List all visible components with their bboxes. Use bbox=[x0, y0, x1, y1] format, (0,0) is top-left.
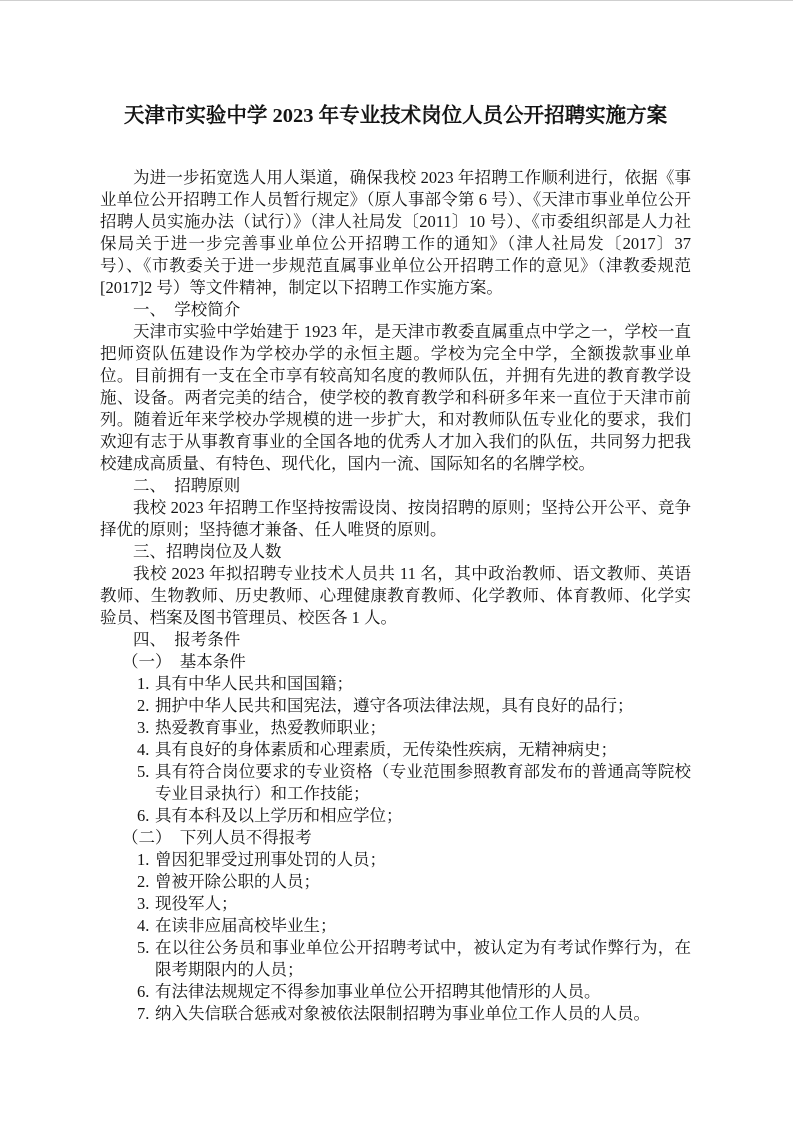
list-item bbox=[137, 937, 691, 981]
list-item-number: 2. bbox=[137, 872, 150, 891]
section-heading-3: 三、招聘岗位及人数 bbox=[133, 542, 282, 561]
excluded-persons-list bbox=[100, 849, 691, 1025]
section-body-1: 天津市实验中学始建于 1923 年，是天津市教委直属重点中学之一，学校一直把师资队伍建设作为学校办学的永恒主题。学校为完全中学，全额拨款事业单位。目前拥有一支在全市享有较高知名度的教师队伍，并拥有先进的教育教学设施、设备。两者完美的结合，使学校的教育教学和科研多年来一直位于天津市前列。随着近年来学校办学规模的进一步扩大，和对教师队伍专业化的要求，我们欢迎有志于从事教育事业的全国各地的优秀人才加入我们的队伍，共同努力把我校建成高质量、有特色、现代化，国内一流、国际知名的名牌学校。 bbox=[100, 322, 691, 473]
list-item-number: 1. bbox=[137, 850, 150, 869]
list-item-text: 具有良好的身体素质和心理素质，无传染性疾病，无精神病史； bbox=[155, 740, 617, 759]
list-item-number: 6. bbox=[137, 982, 150, 1001]
list-item-text: 曾被开除公职的人员； bbox=[155, 872, 320, 891]
list-item-text: 拥护中华人民共和国宪法，遵守各项法律法规，具有良好的品行； bbox=[155, 696, 634, 715]
list-item bbox=[137, 717, 691, 739]
list-item-text: 具有中华人民共和国国籍； bbox=[155, 674, 353, 693]
list-item-number: 4. bbox=[137, 916, 150, 935]
list-item bbox=[137, 871, 691, 893]
list-item-text: 曾因犯罪受过刑事处罚的人员； bbox=[155, 850, 386, 869]
list-item bbox=[137, 739, 691, 761]
list-item-text: 具有符合岗位要求的专业资格（专业范围参照教育部发布的普通高等院校专业目录执行）和工作技能； bbox=[155, 762, 691, 803]
list-item-text: 纳入失信联合惩戒对象被依法限制招聘为事业单位工作人员的人员。 bbox=[155, 1004, 650, 1023]
list-item-text: 热爱教育事业，热爱教师职业； bbox=[155, 718, 386, 737]
list-item-number: 7. bbox=[137, 1004, 150, 1023]
list-item-number: 5. bbox=[137, 938, 150, 957]
list-item-text: 具有本科及以上学历和相应学位； bbox=[155, 806, 403, 825]
basic-conditions-list bbox=[100, 673, 691, 827]
list-item bbox=[137, 805, 691, 827]
list-item bbox=[137, 1003, 691, 1025]
list-item-number: 3. bbox=[137, 718, 150, 737]
list-item-number: 2. bbox=[137, 696, 150, 715]
list-item bbox=[137, 893, 691, 915]
list-item bbox=[137, 761, 691, 805]
list-item-number: 1. bbox=[137, 674, 150, 693]
list-item bbox=[137, 673, 691, 695]
list-item-number: 3. bbox=[137, 894, 150, 913]
doc-title: 天津市实验中学 2023 年专业技术岗位人员公开招聘实施方案 bbox=[123, 105, 668, 127]
list-item-text: 在读非应届高校毕业生； bbox=[155, 916, 337, 935]
section-body-3: 我校 2023 年拟招聘专业技术人员共 11 名，其中政治教师、语文教师、英语教师、生物教师、历史教师、心理健康教育教师、化学教师、体育教师、化学实验员、档案及图书管理员、校医各 1 人。 bbox=[100, 564, 691, 627]
list-item-text: 现役军人； bbox=[155, 894, 238, 913]
list-item-text: 有法律法规规定不得参加事业单位公开招聘其他情形的人员。 bbox=[155, 982, 601, 1001]
list-item-number: 4. bbox=[137, 740, 150, 759]
list-item bbox=[137, 695, 691, 717]
subsection-heading-excluded: （二） 下列人员不得报考 bbox=[122, 828, 312, 847]
section-body-2: 我校 2023 年招聘工作坚持按需设岗、按岗招聘的原则；坚持公开公平、竞争择优的原则；坚持德才兼备、任人唯贤的原则。 bbox=[100, 498, 691, 539]
subsection-heading-basic: （一） 基本条件 bbox=[122, 652, 246, 671]
list-item-number: 6. bbox=[137, 806, 150, 825]
list-item bbox=[137, 915, 691, 937]
list-item-number: 5. bbox=[137, 762, 150, 781]
section-heading-4: 四、 报考条件 bbox=[133, 630, 241, 649]
section-heading-1: 一、 学校简介 bbox=[133, 300, 241, 319]
intro-paragraph: 为进一步拓宽选人用人渠道，确保我校 2023 年招聘工作顺利进行，依据《事业单位公开招聘工作人员暂行规定》（原人事部令第 6 号）、《天津市事业单位公开招聘人员实施办法（试行）》（津人社局发〔2011〕10 号）、《市委组织部是人力社保局关于进一步完善事业单位公开招聘工作的通知》（津人社局发〔2017〕37 号）、《市教委关于进一步规范直属事业单位公开招聘工作的意见》（津教委规范[2017]2 号）等文件精神，制定以下招聘工作实施方案。 bbox=[100, 168, 691, 297]
list-item bbox=[137, 981, 691, 1003]
section-heading-2: 二、 招聘原则 bbox=[133, 476, 241, 495]
list-item bbox=[137, 849, 691, 871]
list-item-text: 在以往公务员和事业单位公开招聘考试中，被认定为有考试作弊行为，在限考期限内的人员； bbox=[155, 938, 691, 979]
